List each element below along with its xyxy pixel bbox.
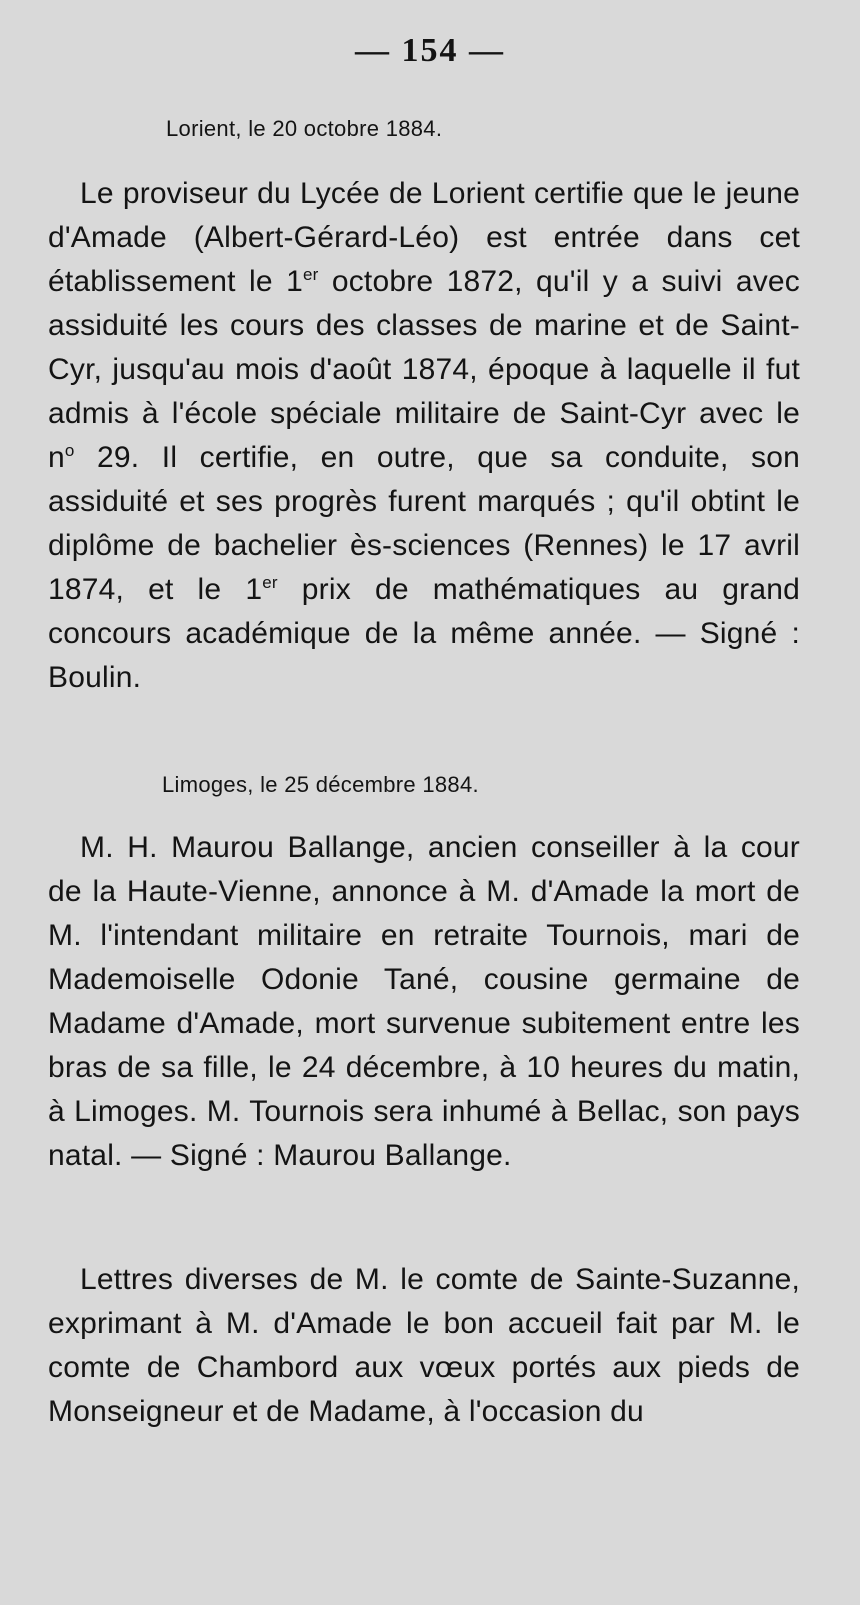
dateline-limoges: Limoges, le 25 décembre 1884.	[162, 772, 479, 797]
paragraph-limoges	[48, 826, 800, 1178]
paragraph-text: octobre 1872, qu'il y a suivi avec assiduité les cours des classes de marine et de Saint-Cyr, jusqu'au mois d'août 1874, époque à laquelle il fut admis à l'école spéciale militaire de Saint-Cyr avec le n	[48, 265, 800, 474]
paragraph-text: Lettres diverses de M. le comte de Sainte-Suzanne, exprimant à M. d'Amade le bon accueil fait par M. le comte de Chambord aux vœux portés aux pieds de Monseigneur et de Madame, à l'occasion du	[48, 1263, 800, 1428]
dateline-lorient: Lorient, le 20 octobre 1884.	[166, 116, 443, 141]
superscript: er	[262, 573, 278, 592]
superscript: er	[302, 265, 319, 284]
paragraph-lettres	[48, 1258, 800, 1434]
paragraph-text: 29. Il certifie, en outre, que sa conduite, son assiduité et ses progrès furent marqués ; qu'il obtint le diplôme de bachelier ès-sciences (Rennes) le 17 avril 1874, et le 1	[48, 441, 800, 606]
paragraph-text: Le proviseur du Lycée de Lorient certifie que le jeune d'Amade (Albert-Gérard-Léo) est entrée dans cet établissement le 1	[48, 177, 800, 298]
paragraph-lorient	[48, 172, 800, 700]
page-number: — 154 —	[355, 32, 505, 69]
paragraph-text: prix de mathématiques au grand concours académique de la même année. — Signé : Boulin.	[48, 573, 800, 694]
paragraph-text: M. H. Maurou Ballange, ancien conseiller à la cour de la Haute-Vienne, annonce à M. d'Amade la mort de M. l'intendant militaire en retraite Tournois, mari de Mademoiselle Odonie Tané, cousine germaine de Madame d'Amade, mort survenue subitement entre les bras de sa fille, le 24 décembre, à 10 heures du matin, à Limoges. M. Tournois sera inhumé à Bellac, son pays natal. — Signé : Maurou Ballange.	[48, 831, 800, 1172]
superscript: o	[64, 441, 75, 460]
